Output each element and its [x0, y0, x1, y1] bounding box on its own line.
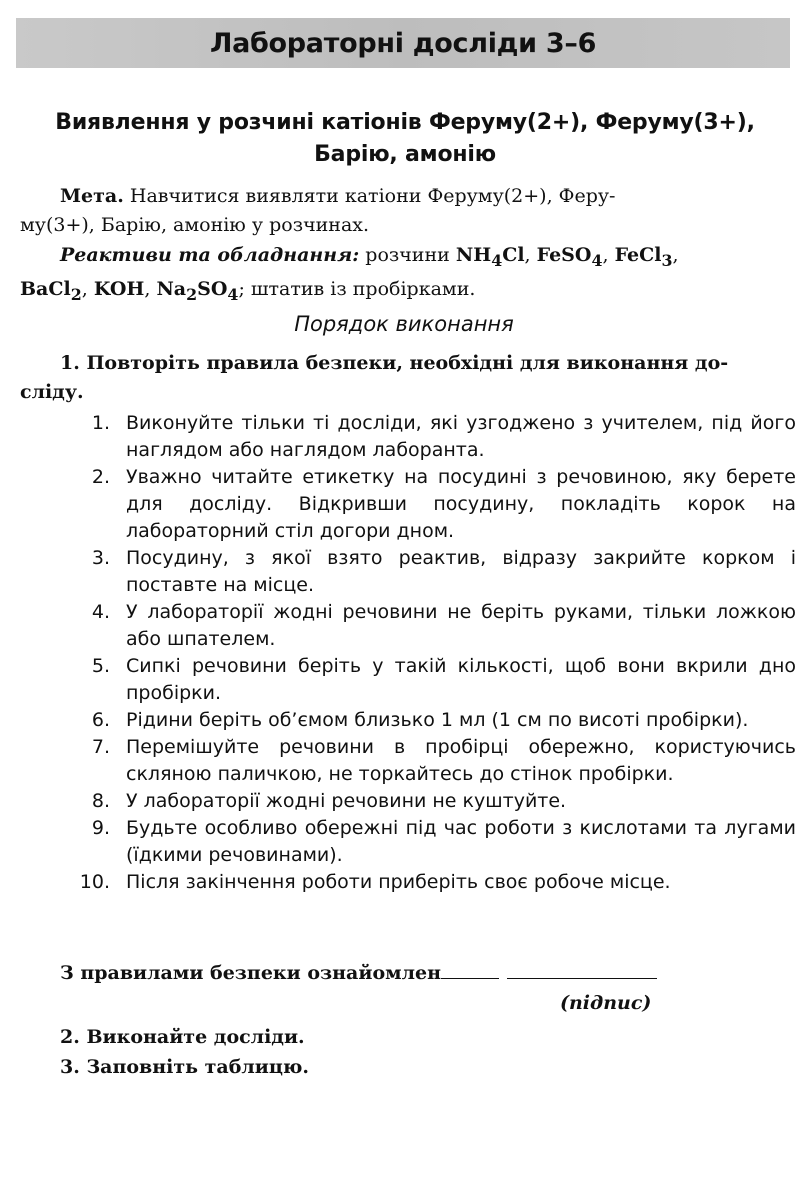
signature-caption: (підпис) — [560, 992, 652, 1014]
step1-line1: 1. Повторіть правила безпеки, необхідні для виконання до- — [60, 352, 729, 374]
lab-heading — [20, 107, 790, 171]
list-item: 4. У лабораторії жодні речовини не беріть руками, тільки ложкою або шпателем. — [91, 601, 796, 650]
list-item: 8. У лабораторії жодні речовини не куштуйте. — [91, 790, 567, 812]
signature-blank[interactable] — [507, 960, 657, 979]
formula-fecl3: FeCl$_3$ — [614, 244, 673, 270]
formula-bacl2: BaCl$_2$ — [20, 277, 82, 304]
list-item: 7. Перемішуйте речовини в пробірці обережно, користуючись скляною паличкою, не торкайтесь до стінок пробірки. — [91, 736, 796, 785]
goal-label: Мета. — [60, 185, 124, 207]
goal-paragraph — [20, 182, 796, 240]
goal-line2: му(3+), Барію, амонію у розчинах. — [20, 214, 370, 236]
formula-koh: KOH — [93, 277, 145, 300]
step1-paragraph — [20, 349, 796, 407]
signature-line — [60, 960, 657, 984]
formula-feso4: FeSO$_4$ — [536, 244, 603, 270]
title-banner — [16, 18, 790, 68]
lab-heading-line1: Виявлення у розчині катіонів Феруму(2+), Феруму(3+), — [55, 110, 755, 135]
lab-heading-line2: Барію, амонію — [314, 142, 496, 167]
formula-nh4cl: $NH_4Cl$ — [455, 244, 525, 270]
step1-line2: сліду. — [20, 381, 84, 403]
gender-ending-blank[interactable] — [441, 960, 499, 979]
list-item: 2. Уважно читайте етикетку на посудині з речовиною, яку берете для досліду. Відкривши посудину, покладіть корок на лабораторний стіл догори дном. — [91, 466, 796, 542]
reagents-paragraph — [20, 241, 796, 309]
goal-text-1: Навчитися виявляти катіони Феруму(2+), Феру- — [129, 185, 616, 207]
reagents-line2: BaCl$_2$, KOH, $Na_2SO_4$; штатив із пробірками. — [20, 277, 476, 304]
safety-rules-list — [60, 410, 796, 896]
reagents-label: Реактиви та обладнання: — [60, 244, 360, 266]
banner-title: Лабораторні досліди 3–6 — [209, 27, 597, 59]
formula-na2so4: $Na_2SO_4$ — [156, 277, 239, 304]
step3-text: 3. Заповніть таблицю. — [60, 1056, 310, 1078]
reagents-pre: розчини — [365, 244, 450, 266]
list-item: 6. Рідини беріть об’ємом близько 1 мл (1 см по висоті пробірки). — [91, 709, 749, 731]
list-item: 1. Виконуйте тільки ті досліди, які узгоджено з учителем, під його наглядом або наглядом лаборанта. — [91, 412, 796, 461]
signature-text: З правилами безпеки ознайомлен — [60, 962, 442, 984]
list-item: 9. Будьте особливо обережні під час роботи з кислотами та лугами (їдкими речовинами). — [91, 817, 796, 866]
list-item: 10. Після закінчення роботи приберіть своє робоче місце. — [79, 871, 671, 893]
list-item: 3. Посудину, з якої взято реактив, відразу закрийте корком і поставте на місце. — [91, 547, 796, 596]
reagents-line1: Реактиви та обладнання: розчини $NH_4Cl$, FeSO$_4$, FeCl$_3$, — [60, 244, 679, 270]
list-item: 5. Сипкі речовини беріть у такій кількості, щоб вони вкрили дно пробірки. — [91, 655, 796, 704]
procedure-title: Порядок виконання — [294, 312, 514, 336]
goal-line1 — [20, 182, 796, 211]
step2-text: 2. Виконайте досліди. — [60, 1026, 305, 1048]
reagents-post: ; штатив із пробірками. — [238, 277, 476, 300]
